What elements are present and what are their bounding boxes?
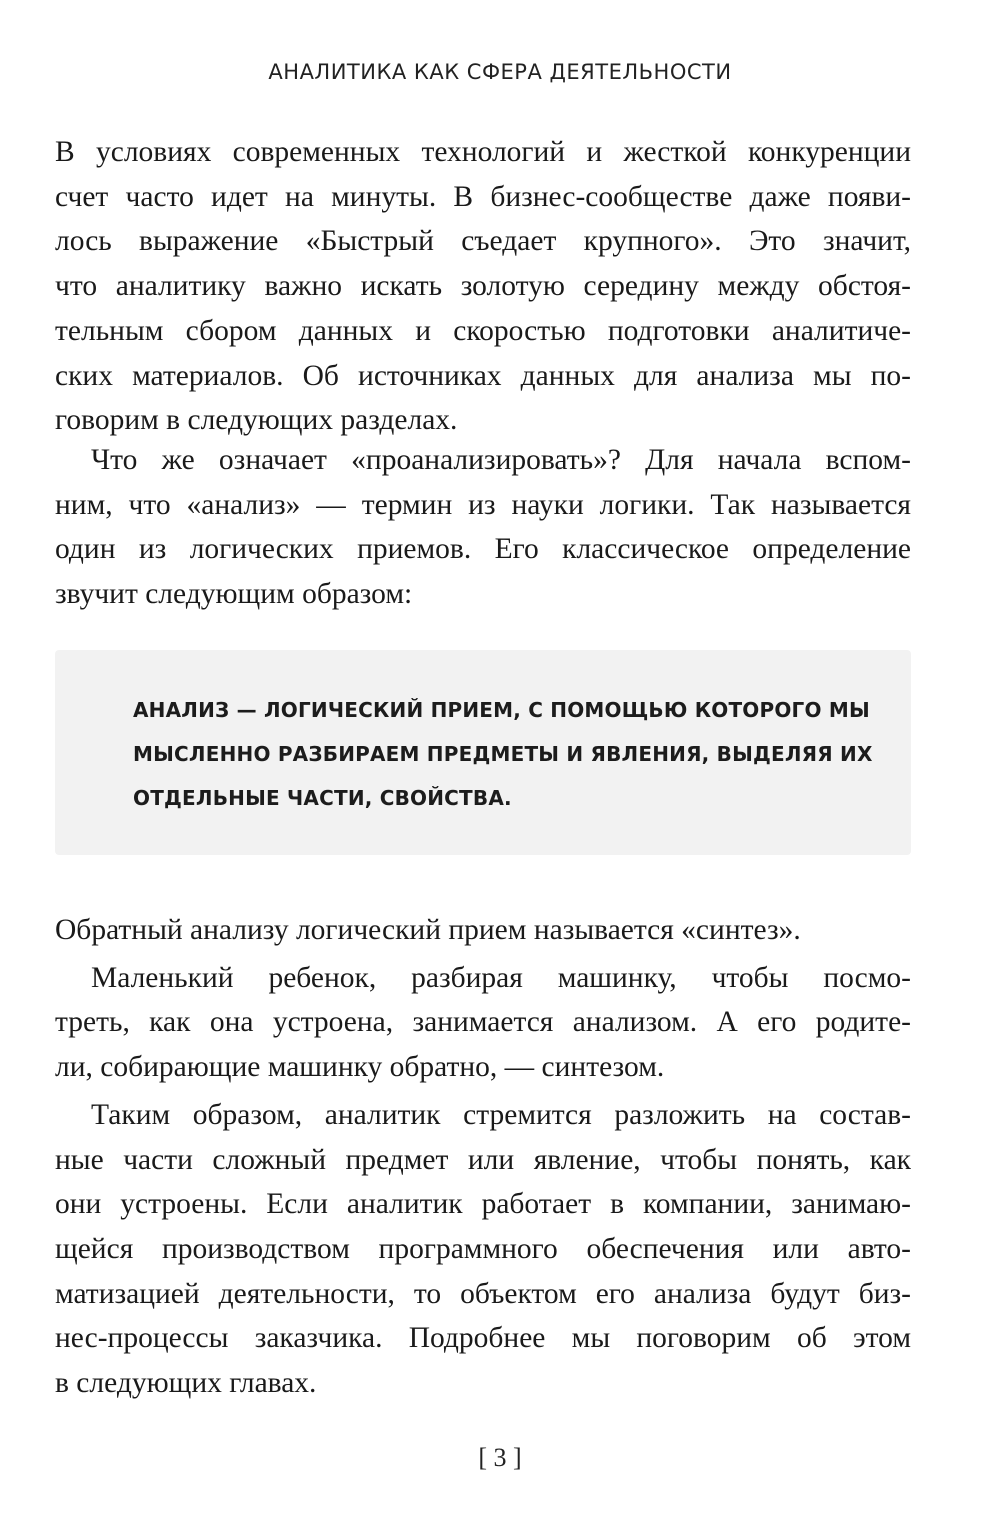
text-line: ним, что «анализ» — термин из науки логики. Так называется [55,488,911,521]
text-line: звучит следующим образом: [55,578,413,611]
text-line: в следующих главах. [55,1367,317,1400]
paragraph-4 [55,956,911,1090]
text-line: В условиях современных технологий и жесткой конкуренции [55,136,911,168]
text-block-intro [55,130,911,443]
text-line: ских материалов. Об источниках данных для анализа мы по- [55,359,911,392]
text-line: ли, собирающие машинку обратно, — синтезом. [55,1051,665,1084]
definition-line: ОТДЕЛЬНЫЕ ЧАСТИ, СВОЙСТВА. [133,786,512,810]
text-line: лось выражение «Быстрый съедает крупного». Это значит, [55,225,911,258]
text-line: ные части сложный предмет или явление, чтобы понять, как [55,1143,911,1176]
text-line: матизацией деятельности, то объектом его анализа будут биз- [55,1277,911,1310]
text-line: Маленький ребенок, разбирая машинку, чтобы посмо- [91,961,911,994]
text-block-question [55,438,911,617]
text-line: треть, как она устроена, занимается анализом. А его родите- [55,1006,911,1039]
text-line: они устроены. Если аналитик работает в компании, занимаю- [55,1188,911,1221]
text-line: говорим в следующих разделах. [55,404,458,437]
paragraph-1 [55,130,911,443]
text-line: счет часто идет на минуты. В бизнес-сообществе даже появи- [55,180,911,213]
text-line: что аналитику важно искать золотую середину между обстоя- [55,270,911,303]
definition-line: МЫСЛЕННО РАЗБИРАЕМ ПРЕДМЕТЫ И ЯВЛЕНИЯ, ВЫДЕЛЯЯ ИХ [133,742,873,766]
paragraph-3 [55,908,911,953]
text-line: Таким образом, аналитик стремится разложить на состав- [91,1098,911,1131]
running-header: АНАЛИТИКА КАК СФЕРА ДЕЯТЕЛЬНОСТИ [268,60,732,84]
text-line: один из логических приемов. Его классическое определение [55,533,911,566]
text-line: Что же означает «проанализировать»? Для начала вспом- [91,444,911,476]
definition-line: АНАЛИЗ — ЛОГИЧЕСКИЙ ПРИЕМ, С ПОМОЩЬЮ КОТОРОГО МЫ [133,698,870,722]
paragraph-2 [55,438,911,617]
definition-callout [55,650,911,855]
text-block-synthesis [55,908,911,1406]
page-number: [ 3 ] [478,1443,522,1472]
definition-text [133,688,873,820]
paragraph-5 [55,1093,911,1406]
text-line: Обратный анализу логический прием называется «синтез». [55,914,801,946]
text-line: щейся производством программного обеспечения или авто- [55,1232,911,1265]
text-line: нес-процессы заказчика. Подробнее мы поговорим об этом [55,1322,911,1355]
text-line: тельным сбором данных и скоростью подготовки аналитиче- [55,314,911,347]
